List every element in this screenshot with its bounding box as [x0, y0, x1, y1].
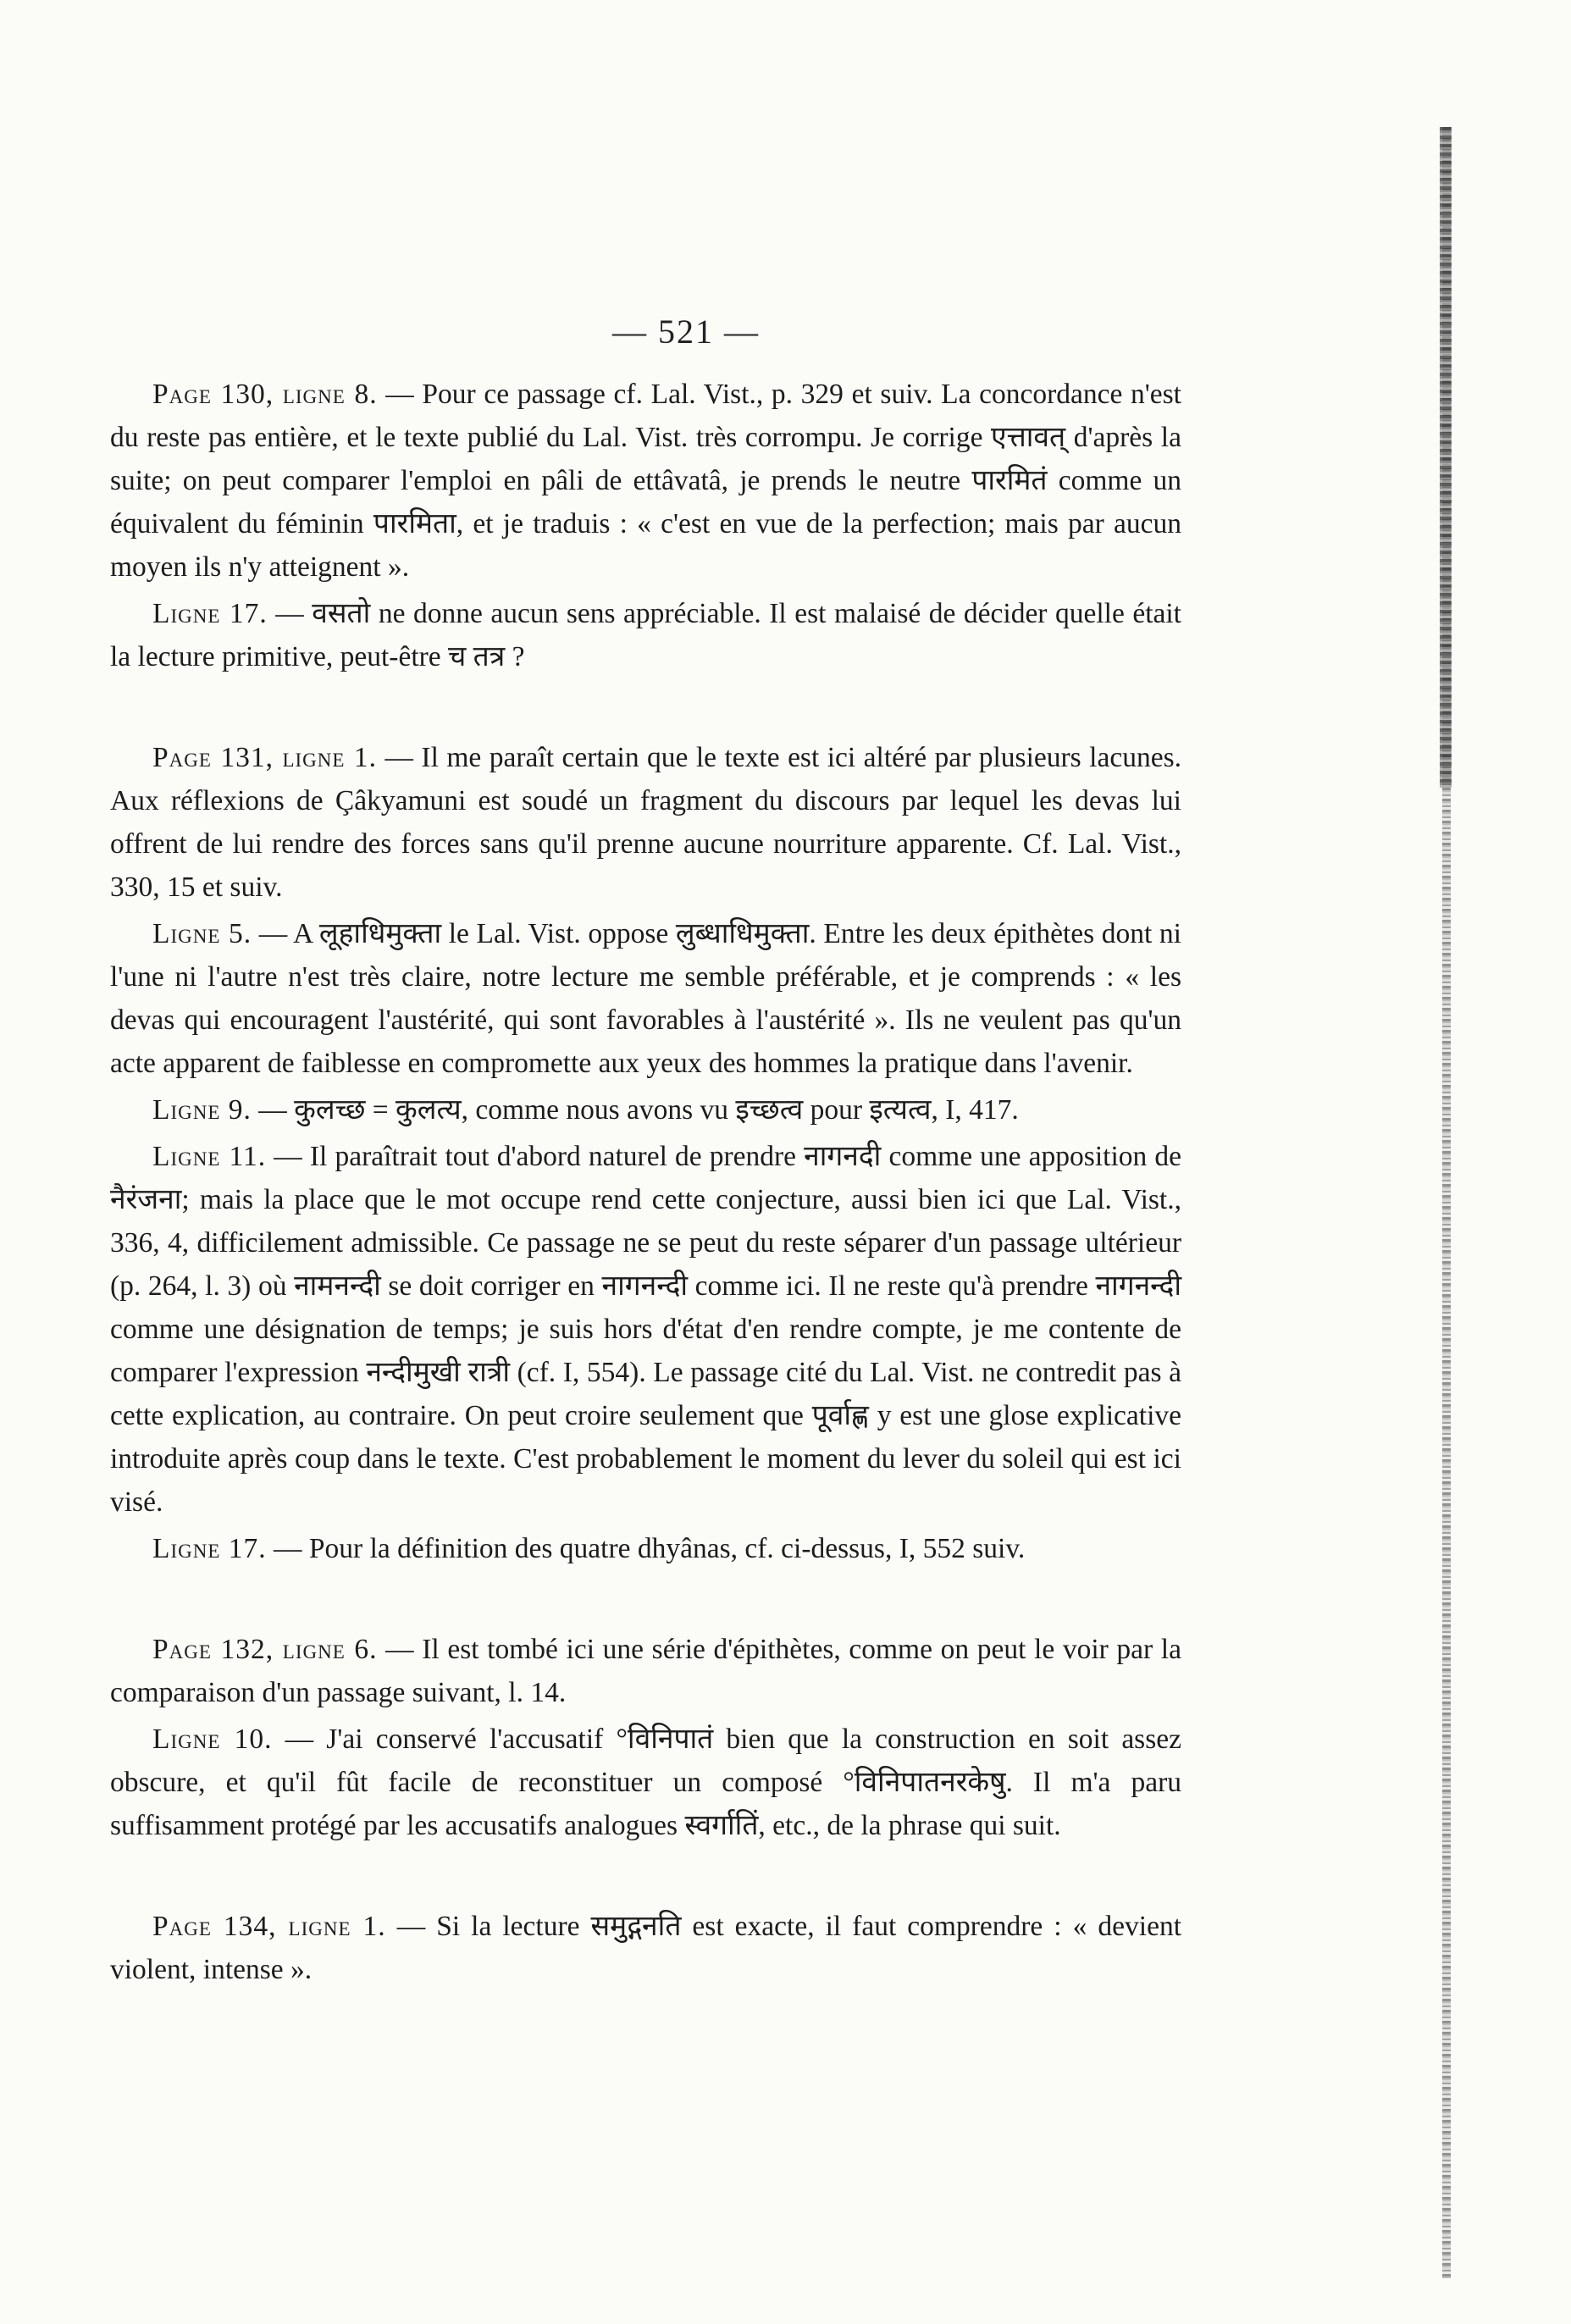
note-reference: Page 134, ligne 1.: [152, 1911, 386, 1942]
note-text: — Il est tombé ici une série d'épithètes, comme on peut le voir par la comparaison d'un passage suivant, l. 14.: [110, 1634, 1181, 1708]
note-text: — Il me paraît certain que le texte est ici altéré par plusieurs lacunes. Aux réflexions de Çâkyamuni est soudé un fragment du discours par lequel les devas lui offrent de lui rendre des forces sans qu'il prenne aucune nourriture apparente. Cf. Lal. Vist., 330, 15 et suiv.: [110, 742, 1181, 903]
notes-body: [110, 373, 1181, 1991]
note-page-130-line-8: [110, 373, 1181, 589]
note-reference: Page 131, ligne 1.: [152, 742, 378, 773]
note-text: — Pour ce passage cf. Lal. Vist., p. 329 et suiv. La concordance n'est du reste pas entière, et le texte publié du Lal. Vist. très corrompu. Je corrige एत्तावत् d'après la suite; on peut comparer l'emploi en pâli de ettâvatâ, je prends le neutre पारमितं comme un équivalent du féminin पारमिता, et je traduis : « c'est en vue de la perfection; mais par aucun moyen ils n'y atteignent ».: [110, 379, 1181, 583]
note-reference: Ligne 10.: [152, 1724, 273, 1755]
note-reference: Ligne 9.: [152, 1094, 252, 1126]
note-line-17: [110, 592, 1181, 678]
note-page-132-line-6: [110, 1628, 1181, 1714]
note-reference: Ligne 11.: [152, 1141, 267, 1172]
note-page-131-line-1: [110, 736, 1181, 909]
note-line-17-dhyanas: [110, 1527, 1181, 1570]
note-text: — Il paraîtrait tout d'abord naturel de prendre नागनदी comme une apposition de नैरंजना; mais la place que le mot occupe rend cette conjecture, aussi bien ici que Lal. Vist., 336, 4, difficilement admissible. Ce passage ne se peut du reste séparer d'un passage ultérieur (p. 264, l. 3) où नामनन्दी se doit corriger en नागनन्दी comme ici. Il ne reste qu'à prendre नागनन्दी comme une désignation de temps; je suis hors d'état d'en rendre compte, je me contente de comparer l'expression नन्दीमुखी रात्री (cf. I, 554). Le passage cité du Lal. Vist. ne contredit pas à cette explication, au contraire. On peut croire seulement que पूर्वाह्ण y est une glose explicative introduite après coup dans le texte. C'est probablement le moment du lever du soleil qui est ici visé.: [110, 1141, 1181, 1518]
note-reference: Page 132, ligne 6.: [152, 1634, 378, 1665]
note-page-134-line-1: [110, 1905, 1181, 1991]
note-line-5: [110, 912, 1181, 1085]
note-line-11: [110, 1135, 1181, 1524]
note-line-10: [110, 1718, 1181, 1847]
note-reference: Page 130, ligne 8.: [152, 379, 378, 410]
note-text: — Pour la définition des quatre dhyânas, cf. ci-dessus, I, 552 suiv.: [266, 1533, 1026, 1564]
note-text: — कुलच्छ = कुलत्य, comme nous avons vu इच्छत्व pour इत्यत्व, I, 417.: [251, 1094, 1019, 1126]
note-text: — Si la lecture समुद्गनति est exacte, il faut comprendre : « devient violent, intense ».: [110, 1911, 1181, 1985]
note-reference: Ligne 17.: [152, 1533, 267, 1564]
note-line-9: [110, 1088, 1181, 1132]
note-reference: Ligne 17.: [152, 598, 268, 629]
note-text: — वसतो ne donne aucun sens appréciable. Il est malaisé de décider quelle était la lecture primitive, peut-être च तत्र ?: [110, 598, 1181, 672]
page-number: — 521 —: [612, 313, 760, 351]
page-edge-shadow-dark: [1440, 127, 1452, 788]
note-text: — J'ai conservé l'accusatif °विनिपातं bien que la construction en soit assez obscure, et qu'il fût facile de reconstituer un composé °विनिपातनरकेषु. Il m'a paru suffisamment protégé par les accusatifs analogues स्वर्गातिं, etc., de la phrase qui suit.: [110, 1724, 1181, 1841]
note-reference: Ligne 5.: [152, 918, 252, 949]
note-text: — A लूहाधिमुक्ता le Lal. Vist. oppose लुब्धाधिमुक्ता. Entre les deux épithètes dont ni l'une ni l'autre n'est très claire, notre lecture me semble préférable, et je comprends : « les devas qui encouragent l'austérité, qui sont favorables à l'austérité ». Ils ne veulent pas qu'un acte apparent de faiblesse en compromette aux yeux des hommes la pratique dans l'avenir.: [110, 918, 1181, 1079]
